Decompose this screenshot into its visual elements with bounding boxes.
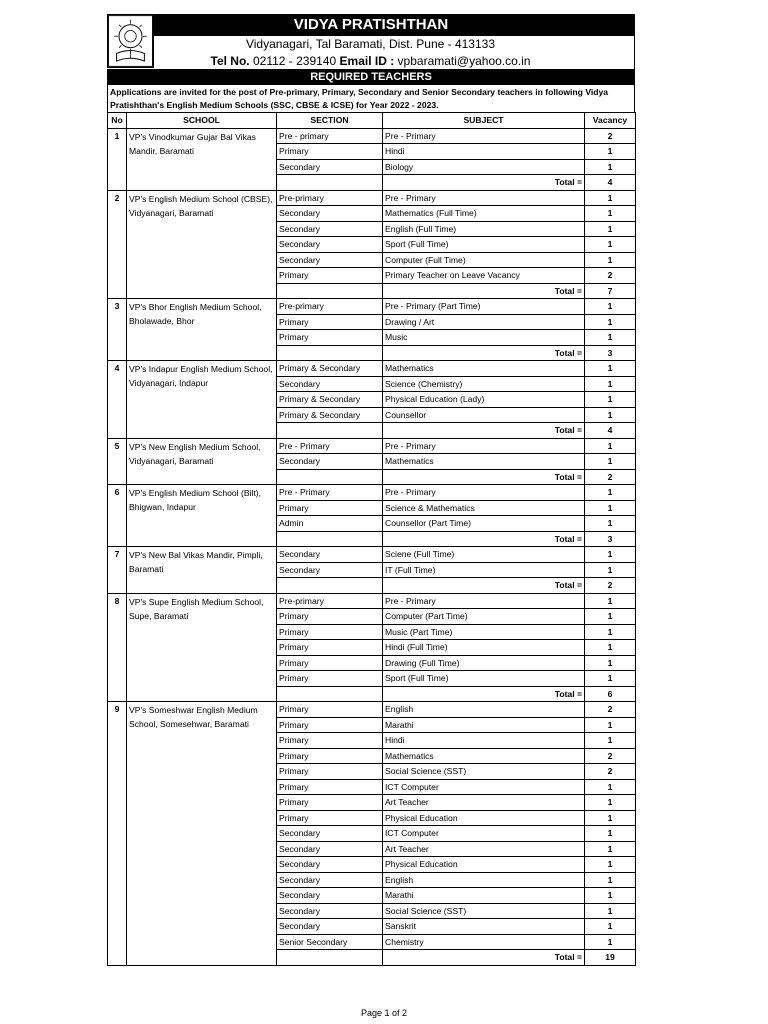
section-cell: Primary bbox=[277, 609, 383, 625]
total-value: 3 bbox=[585, 531, 636, 547]
vacancy-cell: 1 bbox=[585, 671, 636, 687]
subject-cell: Computer (Part Time) bbox=[383, 609, 585, 625]
vacancy-cell: 1 bbox=[585, 516, 636, 532]
total-blank-cell bbox=[277, 578, 383, 594]
total-value: 2 bbox=[585, 578, 636, 594]
vacancy-cell: 1 bbox=[585, 314, 636, 330]
section-cell: Secondary bbox=[277, 376, 383, 392]
col-header-section: SECTION bbox=[277, 113, 383, 129]
vacancy-cell: 1 bbox=[585, 237, 636, 253]
section-cell: Pre - Primary bbox=[277, 485, 383, 501]
vacancy-cell: 1 bbox=[585, 206, 636, 222]
subject-cell: Marathi bbox=[383, 888, 585, 904]
table-row bbox=[108, 299, 636, 315]
subject-cell: English bbox=[383, 872, 585, 888]
table-row bbox=[108, 438, 636, 454]
section-cell: Primary bbox=[277, 314, 383, 330]
vacancy-cell: 1 bbox=[585, 330, 636, 346]
table-body bbox=[108, 128, 636, 965]
section-cell: Primary bbox=[277, 330, 383, 346]
school-name: VP's Bhor English Medium School, Bholawade, Bhor bbox=[127, 299, 277, 361]
section-cell: Secondary bbox=[277, 857, 383, 873]
section-cell: Primary bbox=[277, 748, 383, 764]
letterhead bbox=[107, 14, 635, 85]
vacancy-cell: 1 bbox=[585, 438, 636, 454]
email-label: Email ID : bbox=[339, 54, 395, 68]
subject-cell: Pre - Primary bbox=[383, 438, 585, 454]
subject-cell: Science (Chemistry) bbox=[383, 376, 585, 392]
subject-cell: Music (Part Time) bbox=[383, 624, 585, 640]
vacancy-cell: 1 bbox=[585, 392, 636, 408]
section-cell: Secondary bbox=[277, 237, 383, 253]
vacancy-cell: 1 bbox=[585, 376, 636, 392]
subject-cell: Mathematics bbox=[383, 748, 585, 764]
page-footer: Page 1 of 2 bbox=[360, 1008, 408, 1018]
subject-cell: Hindi bbox=[383, 733, 585, 749]
banner-required-teachers: REQUIRED TEACHERS bbox=[107, 69, 635, 85]
vacancy-cell: 1 bbox=[585, 547, 636, 563]
vacancy-cell: 1 bbox=[585, 640, 636, 656]
vacancy-cell: 1 bbox=[585, 500, 636, 516]
section-cell: Primary bbox=[277, 810, 383, 826]
section-cell: Secondary bbox=[277, 206, 383, 222]
vacancy-cell: 1 bbox=[585, 407, 636, 423]
subject-cell: Computer (Full Time) bbox=[383, 252, 585, 268]
vacancy-cell: 1 bbox=[585, 144, 636, 160]
section-cell: Secondary bbox=[277, 547, 383, 563]
section-cell: Primary bbox=[277, 779, 383, 795]
total-label: Total = bbox=[383, 423, 585, 439]
total-value: 2 bbox=[585, 469, 636, 485]
section-cell: Primary bbox=[277, 795, 383, 811]
school-name: VP's Someshwar English Medium School, Somesehwar, Baramati bbox=[127, 702, 277, 966]
section-cell: Secondary bbox=[277, 252, 383, 268]
subject-cell: English (Full Time) bbox=[383, 221, 585, 237]
vacancy-table bbox=[107, 112, 636, 966]
section-cell: Primary & Secondary bbox=[277, 392, 383, 408]
subject-cell: Art Teacher bbox=[383, 795, 585, 811]
total-value: 7 bbox=[585, 283, 636, 299]
subject-cell: English bbox=[383, 702, 585, 718]
section-cell: Primary bbox=[277, 655, 383, 671]
total-label: Total = bbox=[383, 283, 585, 299]
vacancy-cell: 2 bbox=[585, 268, 636, 284]
subject-cell: Pre - Primary bbox=[383, 190, 585, 206]
section-cell: Primary bbox=[277, 733, 383, 749]
subject-cell: Counsellor (Part Time) bbox=[383, 516, 585, 532]
total-label: Total = bbox=[383, 531, 585, 547]
school-number: 1 bbox=[108, 128, 127, 190]
subject-cell: ICT Computer bbox=[383, 826, 585, 842]
section-cell: Secondary bbox=[277, 159, 383, 175]
col-header-school: SCHOOL bbox=[127, 113, 277, 129]
total-blank-cell bbox=[277, 531, 383, 547]
total-value: 3 bbox=[585, 345, 636, 361]
section-cell: Primary bbox=[277, 144, 383, 160]
vacancy-cell: 1 bbox=[585, 733, 636, 749]
vacancy-cell: 1 bbox=[585, 810, 636, 826]
school-number: 9 bbox=[108, 702, 127, 966]
section-cell: Senior Secondary bbox=[277, 934, 383, 950]
vacancy-cell: 1 bbox=[585, 717, 636, 733]
section-cell: Secondary bbox=[277, 454, 383, 470]
org-contact bbox=[107, 53, 635, 69]
vacancy-cell: 1 bbox=[585, 609, 636, 625]
vacancy-cell: 1 bbox=[585, 888, 636, 904]
section-cell: Primary & Secondary bbox=[277, 407, 383, 423]
subject-cell: Science & Mathematics bbox=[383, 500, 585, 516]
tel-label: Tel No. bbox=[210, 54, 250, 68]
vacancy-cell: 1 bbox=[585, 221, 636, 237]
section-cell: Secondary bbox=[277, 826, 383, 842]
subject-cell: Sciene (Full Time) bbox=[383, 547, 585, 563]
school-name: VP's Vinodkumar Gujar Bal Vikas Mandir, Baramati bbox=[127, 128, 277, 190]
vacancy-cell: 2 bbox=[585, 702, 636, 718]
subject-cell: Primary Teacher on Leave Vacancy bbox=[383, 268, 585, 284]
section-cell: Secondary bbox=[277, 872, 383, 888]
org-address: Vidyanagari, Tal Baramati, Dist. Pune - 413133 bbox=[107, 36, 635, 53]
subject-cell: Pre - Primary bbox=[383, 485, 585, 501]
school-number: 4 bbox=[108, 361, 127, 439]
vacancy-cell: 2 bbox=[585, 764, 636, 780]
subject-cell: Mathematics bbox=[383, 454, 585, 470]
subject-cell: Mathematics bbox=[383, 361, 585, 377]
org-name: VIDYA PRATISHTHAN bbox=[107, 14, 635, 36]
vacancy-cell: 1 bbox=[585, 485, 636, 501]
table-row bbox=[108, 547, 636, 563]
table-row bbox=[108, 485, 636, 501]
total-value: 19 bbox=[585, 950, 636, 966]
total-blank-cell bbox=[277, 423, 383, 439]
vacancy-cell: 1 bbox=[585, 361, 636, 377]
school-number: 8 bbox=[108, 593, 127, 702]
school-number: 5 bbox=[108, 438, 127, 485]
subject-cell: Hindi (Full Time) bbox=[383, 640, 585, 656]
total-blank-cell bbox=[277, 345, 383, 361]
document-sheet bbox=[107, 14, 635, 966]
section-cell: Pre-primary bbox=[277, 593, 383, 609]
subject-cell: Drawing (Full Time) bbox=[383, 655, 585, 671]
section-cell: Admin bbox=[277, 516, 383, 532]
total-label: Total = bbox=[383, 469, 585, 485]
subject-cell: Sport (Full Time) bbox=[383, 671, 585, 687]
subject-cell: Art Teacher bbox=[383, 841, 585, 857]
total-blank-cell bbox=[277, 686, 383, 702]
section-cell: Primary & Secondary bbox=[277, 361, 383, 377]
school-number: 2 bbox=[108, 190, 127, 299]
total-value: 6 bbox=[585, 686, 636, 702]
vacancy-cell: 1 bbox=[585, 826, 636, 842]
vacancy-cell: 1 bbox=[585, 919, 636, 935]
section-cell: Primary bbox=[277, 624, 383, 640]
vacancy-cell: 1 bbox=[585, 795, 636, 811]
section-cell: Pre - Primary bbox=[277, 438, 383, 454]
total-value: 4 bbox=[585, 175, 636, 191]
school-name: VP's English Medium School (CBSE), Vidyanagari, Baramati bbox=[127, 190, 277, 299]
subject-cell: Physical Education bbox=[383, 857, 585, 873]
vacancy-cell: 1 bbox=[585, 841, 636, 857]
school-name: VP's New Bal Vikas Mandir, Pimpli, Baramati bbox=[127, 547, 277, 594]
col-header-vacancy: Vacancy bbox=[585, 113, 636, 129]
vacancy-cell: 1 bbox=[585, 299, 636, 315]
school-number: 7 bbox=[108, 547, 127, 594]
table-row bbox=[108, 361, 636, 377]
school-name: VP's New English Medium School, Vidyanagari, Baramati bbox=[127, 438, 277, 485]
vacancy-cell: 1 bbox=[585, 562, 636, 578]
total-blank-cell bbox=[277, 469, 383, 485]
subject-cell: Physical Education (Lady) bbox=[383, 392, 585, 408]
section-cell: Secondary bbox=[277, 221, 383, 237]
section-cell: Pre - primary bbox=[277, 128, 383, 144]
table-row bbox=[108, 128, 636, 144]
section-cell: Primary bbox=[277, 268, 383, 284]
intro-text: Applications are invited for the post of Pre-primary, Primary, Secondary and Senior Secondary teachers in following Vidya Pratishthan's English Medium Schools (SSC, CBSE & ICSE) for Year 2022 - 2023. bbox=[107, 85, 635, 112]
section-cell: Primary bbox=[277, 671, 383, 687]
subject-cell: Drawing / Art bbox=[383, 314, 585, 330]
section-cell: Primary bbox=[277, 500, 383, 516]
section-cell: Secondary bbox=[277, 903, 383, 919]
table-header-row bbox=[108, 113, 636, 129]
total-label: Total = bbox=[383, 175, 585, 191]
vacancy-cell: 1 bbox=[585, 857, 636, 873]
subject-cell: Pre - Primary bbox=[383, 593, 585, 609]
vacancy-cell: 1 bbox=[585, 454, 636, 470]
section-cell: Secondary bbox=[277, 919, 383, 935]
subject-cell: Sanskrit bbox=[383, 919, 585, 935]
subject-cell: Social Science (SST) bbox=[383, 903, 585, 919]
subject-cell: Chemistry bbox=[383, 934, 585, 950]
vacancy-cell: 1 bbox=[585, 593, 636, 609]
vacancy-cell: 2 bbox=[585, 748, 636, 764]
section-cell: Secondary bbox=[277, 841, 383, 857]
school-name: VP's Supe English Medium School, Supe, Baramati bbox=[127, 593, 277, 702]
vacancy-cell: 1 bbox=[585, 655, 636, 671]
total-label: Total = bbox=[383, 686, 585, 702]
subject-cell: Pre - Primary (Part Time) bbox=[383, 299, 585, 315]
vacancy-cell: 1 bbox=[585, 190, 636, 206]
subject-cell: Social Science (SST) bbox=[383, 764, 585, 780]
section-cell: Secondary bbox=[277, 888, 383, 904]
section-cell: Primary bbox=[277, 764, 383, 780]
subject-cell: Counsellor bbox=[383, 407, 585, 423]
section-cell: Pre-primary bbox=[277, 190, 383, 206]
vacancy-cell: 1 bbox=[585, 934, 636, 950]
emblem-logo-icon bbox=[107, 14, 154, 68]
vacancy-cell: 1 bbox=[585, 624, 636, 640]
tel-value: 02112 - 239140 bbox=[252, 54, 337, 68]
total-blank-cell bbox=[277, 950, 383, 966]
col-header-subject: SUBJECT bbox=[383, 113, 585, 129]
table-row bbox=[108, 702, 636, 718]
total-label: Total = bbox=[383, 950, 585, 966]
vacancy-cell: 1 bbox=[585, 252, 636, 268]
email-value: vpbaramati@yahoo.co.in bbox=[397, 54, 531, 68]
subject-cell: ICT Computer bbox=[383, 779, 585, 795]
subject-cell: Hindi bbox=[383, 144, 585, 160]
subject-cell: IT (Full Time) bbox=[383, 562, 585, 578]
subject-cell: Mathematics (Full Time) bbox=[383, 206, 585, 222]
total-value: 4 bbox=[585, 423, 636, 439]
vacancy-cell: 1 bbox=[585, 872, 636, 888]
table-row bbox=[108, 593, 636, 609]
vacancy-cell: 1 bbox=[585, 903, 636, 919]
section-cell: Secondary bbox=[277, 562, 383, 578]
total-label: Total = bbox=[383, 345, 585, 361]
section-cell: Primary bbox=[277, 717, 383, 733]
total-label: Total = bbox=[383, 578, 585, 594]
school-number: 3 bbox=[108, 299, 127, 361]
subject-cell: Physical Education bbox=[383, 810, 585, 826]
subject-cell: Sport (Full Time) bbox=[383, 237, 585, 253]
section-cell: Primary bbox=[277, 640, 383, 656]
school-name: VP's English Medium School (Bilt), Bhigwan, Indapur bbox=[127, 485, 277, 547]
total-blank-cell bbox=[277, 175, 383, 191]
school-name: VP's Indapur English Medium School, Vidyanagari, Indapur bbox=[127, 361, 277, 439]
section-cell: Primary bbox=[277, 702, 383, 718]
subject-cell: Biology bbox=[383, 159, 585, 175]
vacancy-cell: 1 bbox=[585, 779, 636, 795]
section-cell: Pre-primary bbox=[277, 299, 383, 315]
subject-cell: Music bbox=[383, 330, 585, 346]
subject-cell: Pre - Primary bbox=[383, 128, 585, 144]
subject-cell: Marathi bbox=[383, 717, 585, 733]
vacancy-cell: 2 bbox=[585, 128, 636, 144]
table-row bbox=[108, 190, 636, 206]
vacancy-cell: 1 bbox=[585, 159, 636, 175]
col-header-no: No bbox=[108, 113, 127, 129]
school-number: 6 bbox=[108, 485, 127, 547]
total-blank-cell bbox=[277, 283, 383, 299]
